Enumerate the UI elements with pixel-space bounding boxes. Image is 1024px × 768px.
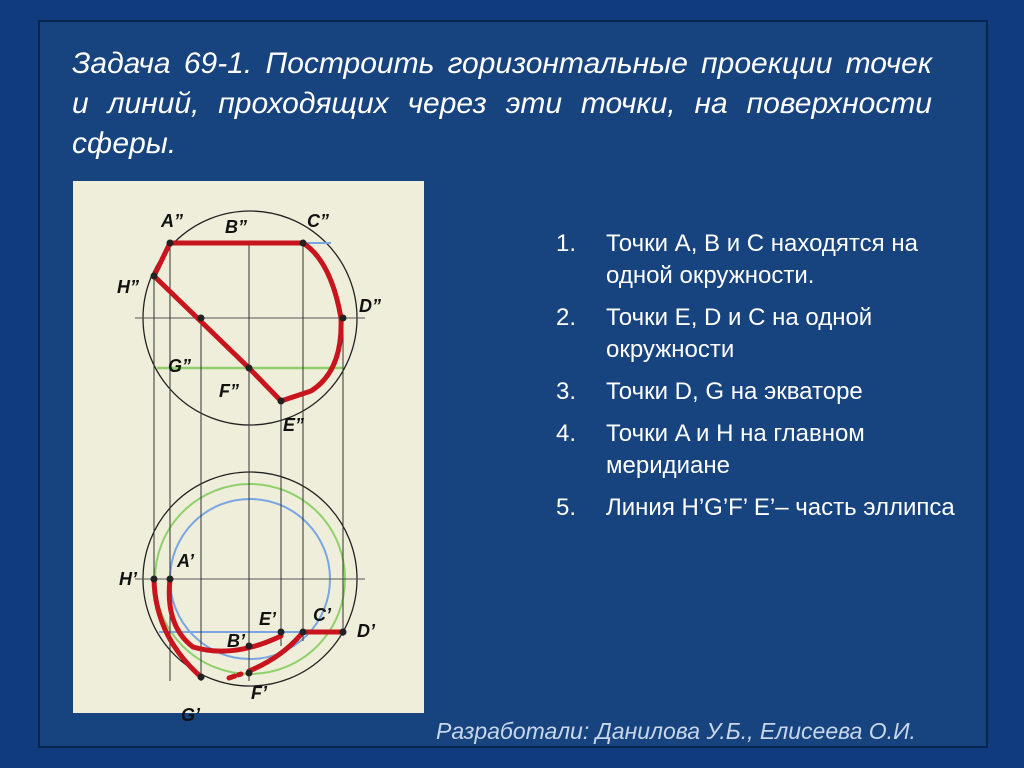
list-number: 5. — [556, 494, 577, 521]
list-item — [556, 418, 956, 482]
list-text: Точки A и H на главном меридиане — [606, 420, 865, 479]
list-item — [556, 302, 956, 366]
label-c1: C’ — [313, 605, 331, 625]
label-f1: F’ — [251, 683, 267, 703]
label-d1: D’ — [357, 621, 375, 641]
label-e1: E’ — [259, 609, 277, 629]
list-text: Точки E, D и C на одной окружности — [606, 304, 873, 363]
label-b2: B” — [225, 217, 247, 237]
projection-svg — [73, 181, 424, 725]
label-f2: F” — [219, 381, 239, 401]
label-g1: G’ — [181, 705, 201, 725]
list-number: 3. — [556, 378, 577, 405]
label-e2: E” — [283, 415, 305, 435]
list-text: Линия H’G’F’ E’– часть эллипса — [606, 494, 955, 521]
list-item — [556, 492, 956, 524]
label-h2: H” — [117, 277, 139, 297]
label-h1: H’ — [119, 569, 137, 589]
label-a2: A” — [161, 211, 183, 231]
label-d2: D” — [359, 296, 381, 316]
label-a1: A’ — [177, 551, 195, 571]
list-item — [556, 228, 956, 292]
list-number: 4. — [556, 420, 577, 447]
label-b1: B’ — [227, 631, 245, 651]
conditions-list — [556, 228, 956, 534]
list-number: 1. — [556, 230, 577, 257]
label-g2: G” — [168, 356, 192, 376]
list-number: 2. — [556, 304, 577, 331]
frontal-red-construction — [154, 243, 341, 401]
list-text: Точки A, B и C находятся на одной окружности. — [606, 230, 918, 289]
task-title: Задача 69-1. Построить горизонтальные проекции точек и линий, проходящих через эти точки, на поверхности сферы. — [72, 47, 932, 160]
list-item — [556, 376, 956, 408]
authors-footer: Разработали: Данилова У.Б., Елисеева О.И. — [436, 718, 916, 744]
sphere-projection-drawing — [73, 181, 424, 725]
label-c2: C” — [307, 211, 329, 231]
list-text: Точки D, G на экваторе — [606, 378, 863, 405]
